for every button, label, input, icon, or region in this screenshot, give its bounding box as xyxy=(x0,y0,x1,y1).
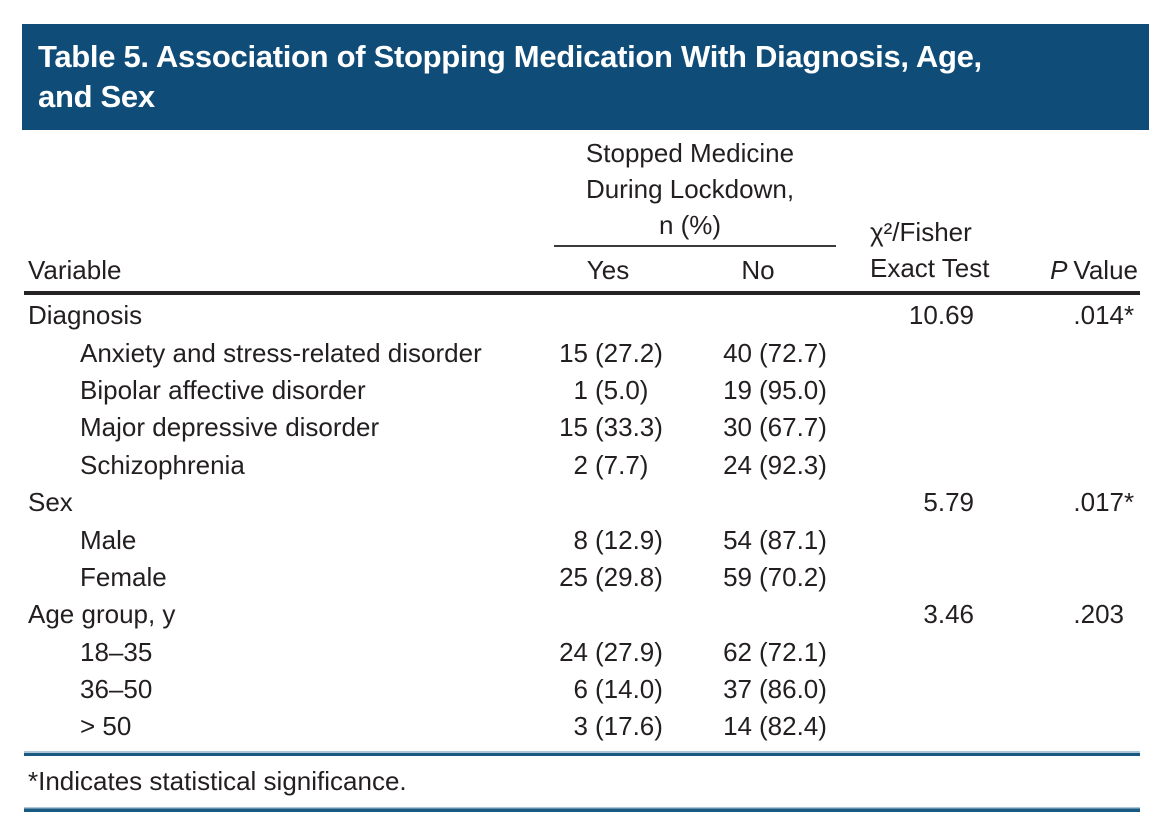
row-label: 36–50 xyxy=(80,674,153,705)
p-value-cell xyxy=(978,487,1140,518)
yes-count: 25 xyxy=(559,561,588,592)
yes-count: 8 xyxy=(573,524,588,555)
yes-count: 15 xyxy=(559,337,588,368)
table-row-18-35 xyxy=(24,634,1140,671)
yes-percent: (14.0) xyxy=(595,674,663,705)
no-count: 40 xyxy=(723,337,752,368)
table-title-line2: and Sex xyxy=(38,79,155,114)
no-percent: (82.4) xyxy=(759,711,827,742)
p-value-header-value: Value xyxy=(1073,255,1138,285)
table-row-male xyxy=(24,521,1140,558)
p-value: .014 xyxy=(1073,300,1124,331)
spanner-header-stopped-medicine xyxy=(540,130,840,291)
table-row-sex xyxy=(24,484,1140,521)
chi-square-value: 5.79 xyxy=(923,487,974,518)
yes-count: 15 xyxy=(559,412,588,443)
no-percent: (92.3) xyxy=(759,449,827,480)
yes-percent: (27.2) xyxy=(595,337,663,368)
column-header-no: No xyxy=(741,255,775,285)
significance-asterisk xyxy=(1124,599,1140,630)
row-label: Age group, y xyxy=(28,599,176,630)
no-cell xyxy=(676,674,840,705)
no-count: 62 xyxy=(723,636,752,667)
yes-count: 6 xyxy=(573,674,588,705)
table-body xyxy=(24,295,1140,746)
column-header-yes: Yes xyxy=(586,255,630,285)
chi-square-value: 10.69 xyxy=(908,300,974,331)
row-label: Male xyxy=(80,524,137,555)
column-header-variable: Variable xyxy=(28,255,122,285)
row-label: Major depressive disorder xyxy=(80,412,380,443)
table-row-schizophrenia xyxy=(24,447,1140,484)
no-count: 37 xyxy=(723,674,752,705)
spanner-line3: n (%) xyxy=(658,210,722,240)
no-count: 19 xyxy=(723,374,752,405)
chi-square-value: 3.46 xyxy=(923,599,974,630)
chi-header-line1: χ²/Fisher xyxy=(870,217,972,247)
chi-header-line2: Exact Test xyxy=(870,253,990,283)
no-count: 54 xyxy=(723,524,752,555)
no-cell xyxy=(676,637,840,668)
p-value-header-p: P xyxy=(1050,255,1068,285)
row-label: Anxiety and stress-related disorder xyxy=(80,337,482,368)
table-row-over-50 xyxy=(24,708,1140,745)
no-percent: (67.7) xyxy=(759,412,827,443)
yes-cell xyxy=(540,450,676,481)
table-row-female xyxy=(24,559,1140,596)
yes-percent: (12.9) xyxy=(595,524,663,555)
spanner-line2: During Lockdown, xyxy=(585,174,795,204)
p-value: .017 xyxy=(1073,487,1124,518)
column-header-chi-square-fisher xyxy=(840,214,990,291)
yes-percent: (29.8) xyxy=(595,561,663,592)
yes-percent: (5.0) xyxy=(595,374,649,405)
no-percent: (87.1) xyxy=(759,524,827,555)
yes-cell xyxy=(540,562,676,593)
no-count: 30 xyxy=(723,412,752,443)
table-footnote: *Indicates statistical significance. xyxy=(28,765,407,796)
yes-percent: (33.3) xyxy=(595,412,663,443)
no-count: 24 xyxy=(723,449,752,480)
no-count: 14 xyxy=(723,711,752,742)
yes-cell xyxy=(540,525,676,556)
row-label: > 50 xyxy=(80,711,132,742)
table-row-bipolar xyxy=(24,372,1140,409)
no-percent: (95.0) xyxy=(759,374,827,405)
no-cell xyxy=(676,375,840,406)
yes-count: 1 xyxy=(573,374,588,405)
yes-cell xyxy=(540,338,676,369)
yes-percent: (7.7) xyxy=(595,449,649,480)
column-header-p-value xyxy=(978,255,1140,291)
spanner-line1: Stopped Medicine xyxy=(585,138,795,168)
significance-asterisk: * xyxy=(1124,487,1135,518)
table-title-line1: Table 5. Association of Stopping Medication With Diagnosis, Age, xyxy=(38,39,982,74)
footnote-bottom-rule xyxy=(24,807,1140,812)
yes-cell xyxy=(540,711,676,742)
no-percent: (70.2) xyxy=(759,561,827,592)
no-cell xyxy=(676,711,840,742)
yes-cell xyxy=(540,674,676,705)
row-label: Schizophrenia xyxy=(80,449,245,480)
p-value: .203 xyxy=(1073,599,1124,630)
table-title-bar xyxy=(22,24,1149,130)
row-label: Diagnosis xyxy=(28,300,143,331)
statistics-table xyxy=(24,130,1140,812)
yes-cell xyxy=(540,375,676,406)
table-row-diagnosis xyxy=(24,297,1140,334)
table-header xyxy=(24,130,1140,295)
no-count: 59 xyxy=(723,561,752,592)
no-percent: (72.1) xyxy=(759,636,827,667)
row-label: Bipolar affective disorder xyxy=(80,374,366,405)
yes-percent: (27.9) xyxy=(595,636,663,667)
yes-count: 3 xyxy=(573,711,588,742)
table-row-36-50 xyxy=(24,671,1140,708)
row-label: 18–35 xyxy=(80,636,153,667)
yes-count: 24 xyxy=(559,636,588,667)
table-row-anxiety xyxy=(24,334,1140,371)
no-cell xyxy=(676,525,840,556)
no-cell xyxy=(676,450,840,481)
yes-count: 2 xyxy=(573,449,588,480)
p-value-cell xyxy=(978,599,1140,630)
yes-cell xyxy=(540,412,676,443)
yes-no-subheader xyxy=(540,247,840,291)
p-value-cell xyxy=(978,300,1140,331)
row-label: Female xyxy=(80,561,167,592)
no-cell xyxy=(676,412,840,443)
no-percent: (86.0) xyxy=(759,674,827,705)
no-percent: (72.7) xyxy=(759,337,827,368)
table-row-major-depressive xyxy=(24,409,1140,446)
yes-percent: (17.6) xyxy=(595,711,663,742)
row-label: Sex xyxy=(28,487,73,518)
no-cell xyxy=(676,338,840,369)
table-row-age-group xyxy=(24,596,1140,633)
significance-asterisk: * xyxy=(1124,300,1135,331)
yes-cell xyxy=(540,637,676,668)
no-cell xyxy=(676,562,840,593)
